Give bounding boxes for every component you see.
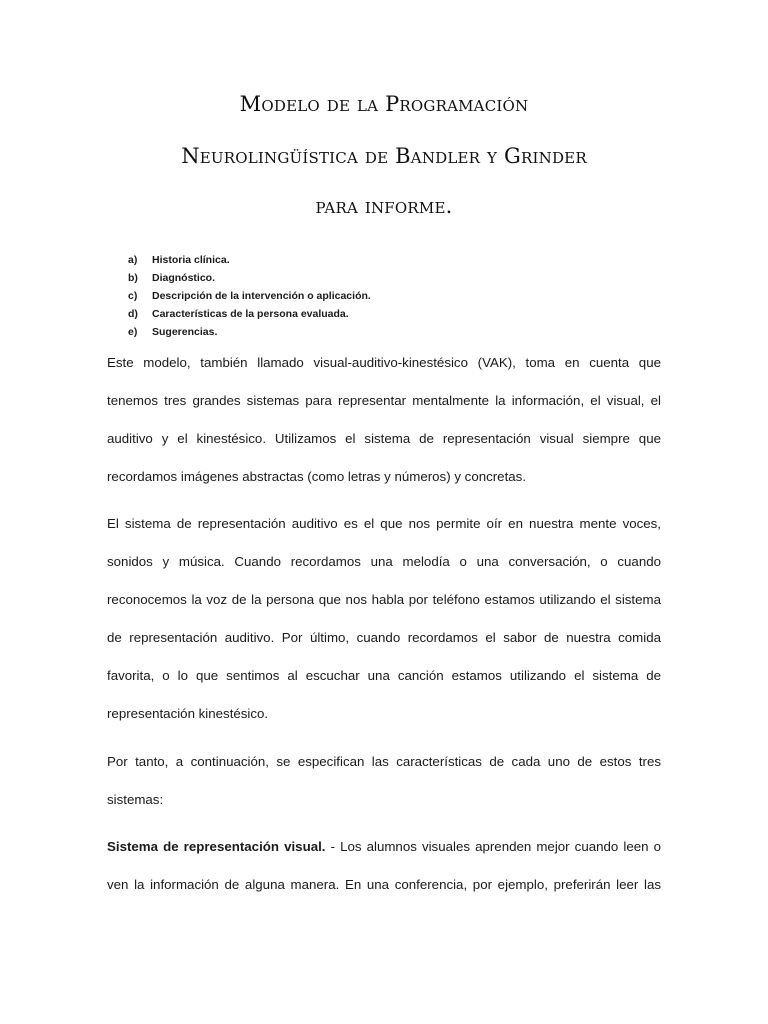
list-item-text: Diagnóstico. bbox=[152, 272, 216, 284]
list-marker: c) bbox=[128, 290, 138, 302]
list-marker: a) bbox=[128, 254, 138, 266]
paragraph-line: Este modelo, también llamado visual-auditivo-kinestésico (VAK), toma en cuenta que bbox=[107, 355, 661, 370]
list-item bbox=[128, 305, 371, 323]
paragraph-line: reconocemos la voz de la persona que nos habla por teléfono estamos utilizando el sistema bbox=[107, 592, 661, 607]
title-line-2: Neurolingüística de Bandler y Grinder bbox=[181, 144, 587, 168]
paragraph-3 bbox=[107, 755, 661, 831]
title-line-3: para informe. bbox=[315, 194, 453, 218]
list-item bbox=[128, 269, 371, 287]
paragraph-text: - Los alumnos visuales aprenden mejor cuando leen o bbox=[325, 839, 662, 854]
list-marker: d) bbox=[128, 308, 138, 320]
paragraph-line: sistemas: bbox=[107, 792, 164, 807]
paragraph-line: sonidos y música. Cuando recordamos una melodía o una conversación, o cuando bbox=[107, 554, 661, 569]
paragraph-2 bbox=[107, 517, 661, 745]
paragraph-line: recordamos imágenes abstractas (como letras y números) y concretas. bbox=[107, 469, 527, 484]
list-item-text: Sugerencias. bbox=[152, 326, 218, 338]
list-marker: e) bbox=[128, 326, 138, 338]
list-item bbox=[128, 323, 371, 341]
paragraph-1 bbox=[107, 356, 661, 508]
paragraph-line: Por tanto, a continuación, se especifican las características de cada uno de estos tres bbox=[107, 754, 661, 769]
paragraph-4 bbox=[107, 840, 661, 916]
list-item-text: Características de la persona evaluada. bbox=[152, 308, 349, 320]
list-item-text: Historia clínica. bbox=[152, 254, 230, 266]
section-heading-visual: Sistema de representación visual. bbox=[107, 839, 326, 854]
paragraph-line: ven la información de alguna manera. En una conferencia, por ejemplo, preferirán leer las bbox=[107, 877, 661, 892]
paragraph-line: de representación auditivo. Por último, cuando recordamos el sabor de nuestra comida bbox=[107, 630, 661, 645]
paragraph-line: representación kinestésico. bbox=[107, 706, 269, 721]
list-item bbox=[128, 287, 371, 305]
paragraph-line bbox=[107, 840, 661, 878]
paragraph-line: El sistema de representación auditivo es el que nos permite oír en nuestra mente voces, bbox=[107, 516, 661, 531]
paragraph-line: favorita, o lo que sentimos al escuchar una canción estamos utilizando el sistema de bbox=[107, 668, 661, 683]
report-sections-list bbox=[128, 251, 371, 341]
list-item-text: Descripción de la intervención o aplicación. bbox=[152, 290, 371, 302]
list-item bbox=[128, 251, 371, 269]
paragraph-line: auditivo y el kinestésico. Utilizamos el sistema de representación visual siempre que bbox=[107, 431, 661, 446]
title-line-1: Modelo de la Programación bbox=[239, 92, 529, 116]
paragraph-line: tenemos tres grandes sistemas para representar mentalmente la información, el visual, el bbox=[107, 393, 661, 408]
list-marker: b) bbox=[128, 272, 138, 284]
